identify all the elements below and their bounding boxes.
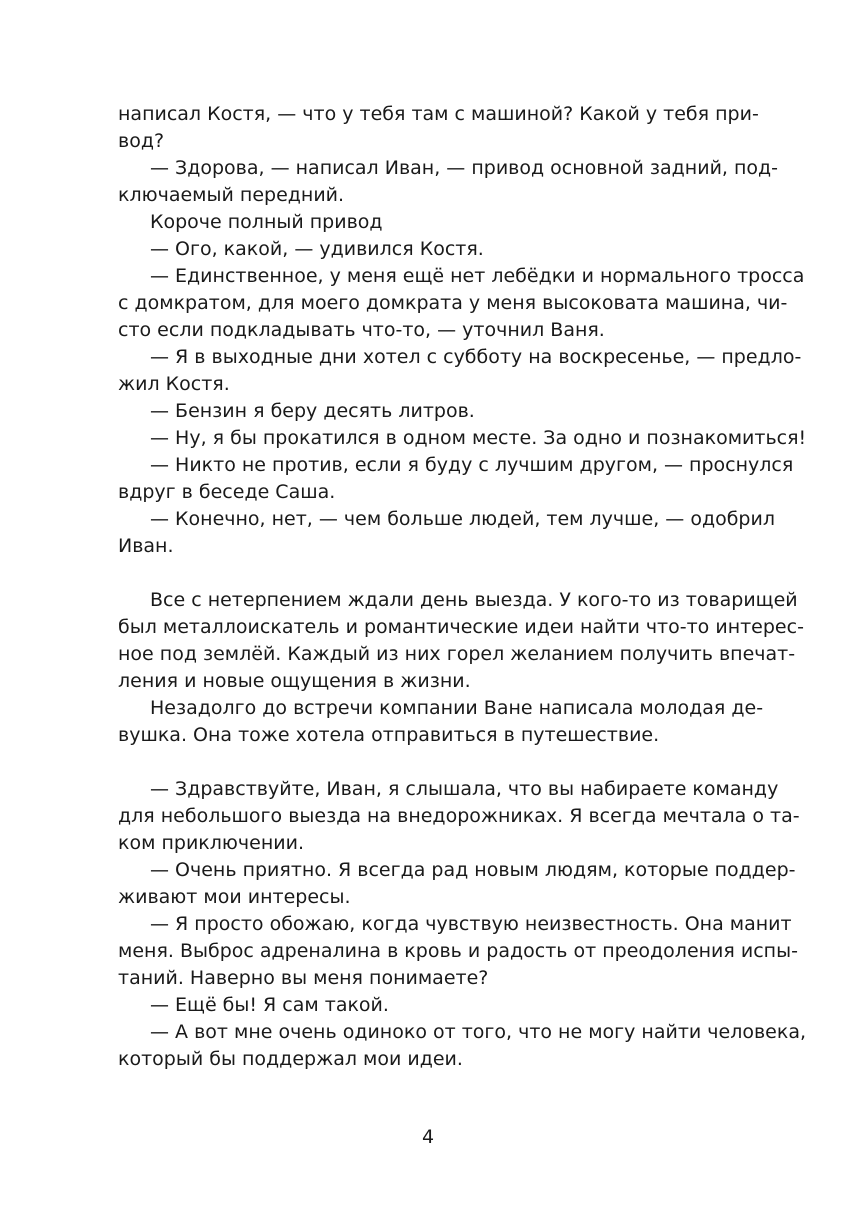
text-line: с домкратом, для моего домкрата у меня высоковата машина, чи- bbox=[118, 292, 788, 314]
text-line: таний. Наверно вы меня понимаете? bbox=[118, 967, 489, 989]
text-line: ключаемый передний. bbox=[118, 184, 345, 206]
page-text bbox=[118, 101, 807, 1073]
text-line: ком приключении. bbox=[118, 832, 304, 854]
text-line: Короче полный привод bbox=[150, 211, 383, 233]
text-line: Все с нетерпением ждали день выезда. У кого-то из товарищей bbox=[150, 589, 798, 611]
text-line: который бы поддержал мои идеи. bbox=[118, 1048, 463, 1070]
paragraph-gap bbox=[118, 749, 738, 776]
text-line: Иван. bbox=[118, 535, 174, 557]
text-line: — Конечно, нет, — чем больше людей, тем лучше, — одобрил bbox=[150, 508, 775, 530]
text-line: — Здравствуйте, Иван, я слышала, что вы набираете команду bbox=[150, 778, 779, 800]
paragraph-gap bbox=[118, 560, 738, 587]
text-line: меня. Выброс адреналина в кровь и радость от преодоления испы- bbox=[118, 940, 798, 962]
text-line: Незадолго до встречи компании Ване написала молодая де- bbox=[150, 697, 764, 719]
text-line: сто если подкладывать что-то, — уточнил Ваня. bbox=[118, 319, 605, 341]
text-line: был металлоискатель и романтические идеи найти что-то интерес- bbox=[118, 616, 804, 638]
text-line: жил Костя. bbox=[118, 373, 230, 395]
text-line: — Никто не против, если я буду с лучшим другом, — проснулся bbox=[150, 454, 794, 476]
text-line: — Бензин я беру десять литров. bbox=[150, 400, 475, 422]
text-line: — Ого, какой, — удивился Костя. bbox=[150, 238, 484, 260]
text-line: — Единственное, у меня ещё нет лебёдки и нормального тросса bbox=[150, 265, 805, 287]
text-line: вод? bbox=[118, 130, 165, 152]
text-line: — Ещё бы! Я сам такой. bbox=[150, 994, 389, 1016]
text-line: для небольшого выезда на внедорожниках. Я всегда мечтала о та- bbox=[118, 805, 800, 827]
page-number: 4 bbox=[421, 1126, 435, 1148]
text-line: — Ну, я бы прокатился в одном месте. За одно и познакомиться! bbox=[150, 427, 807, 449]
text-line: вдруг в беседе Саша. bbox=[118, 481, 336, 503]
text-line: ления и новые ощущения в жизни. bbox=[118, 670, 471, 692]
text-line: ное под землёй. Каждый из них горел желанием получить впечат- bbox=[118, 643, 796, 665]
text-line: вушка. Она тоже хотела отправиться в путешествие. bbox=[118, 724, 660, 746]
text-line: написал Костя, — что у тебя там с машиной? Какой у тебя при- bbox=[118, 103, 759, 125]
text-line: — Я просто обожаю, когда чувствую неизвестность. Она манит bbox=[150, 913, 792, 935]
text-line: — А вот мне очень одиноко от того, что не могу найти человека, bbox=[150, 1021, 807, 1043]
text-line: — Я в выходные дни хотел с субботу на воскресенье, — предло- bbox=[150, 346, 802, 368]
text-line: — Очень приятно. Я всегда рад новым людям, которые поддер- bbox=[150, 859, 796, 881]
text-line: — Здорова, — написал Иван, — привод основной задний, под- bbox=[150, 157, 779, 179]
text-line: живают мои интересы. bbox=[118, 886, 351, 908]
